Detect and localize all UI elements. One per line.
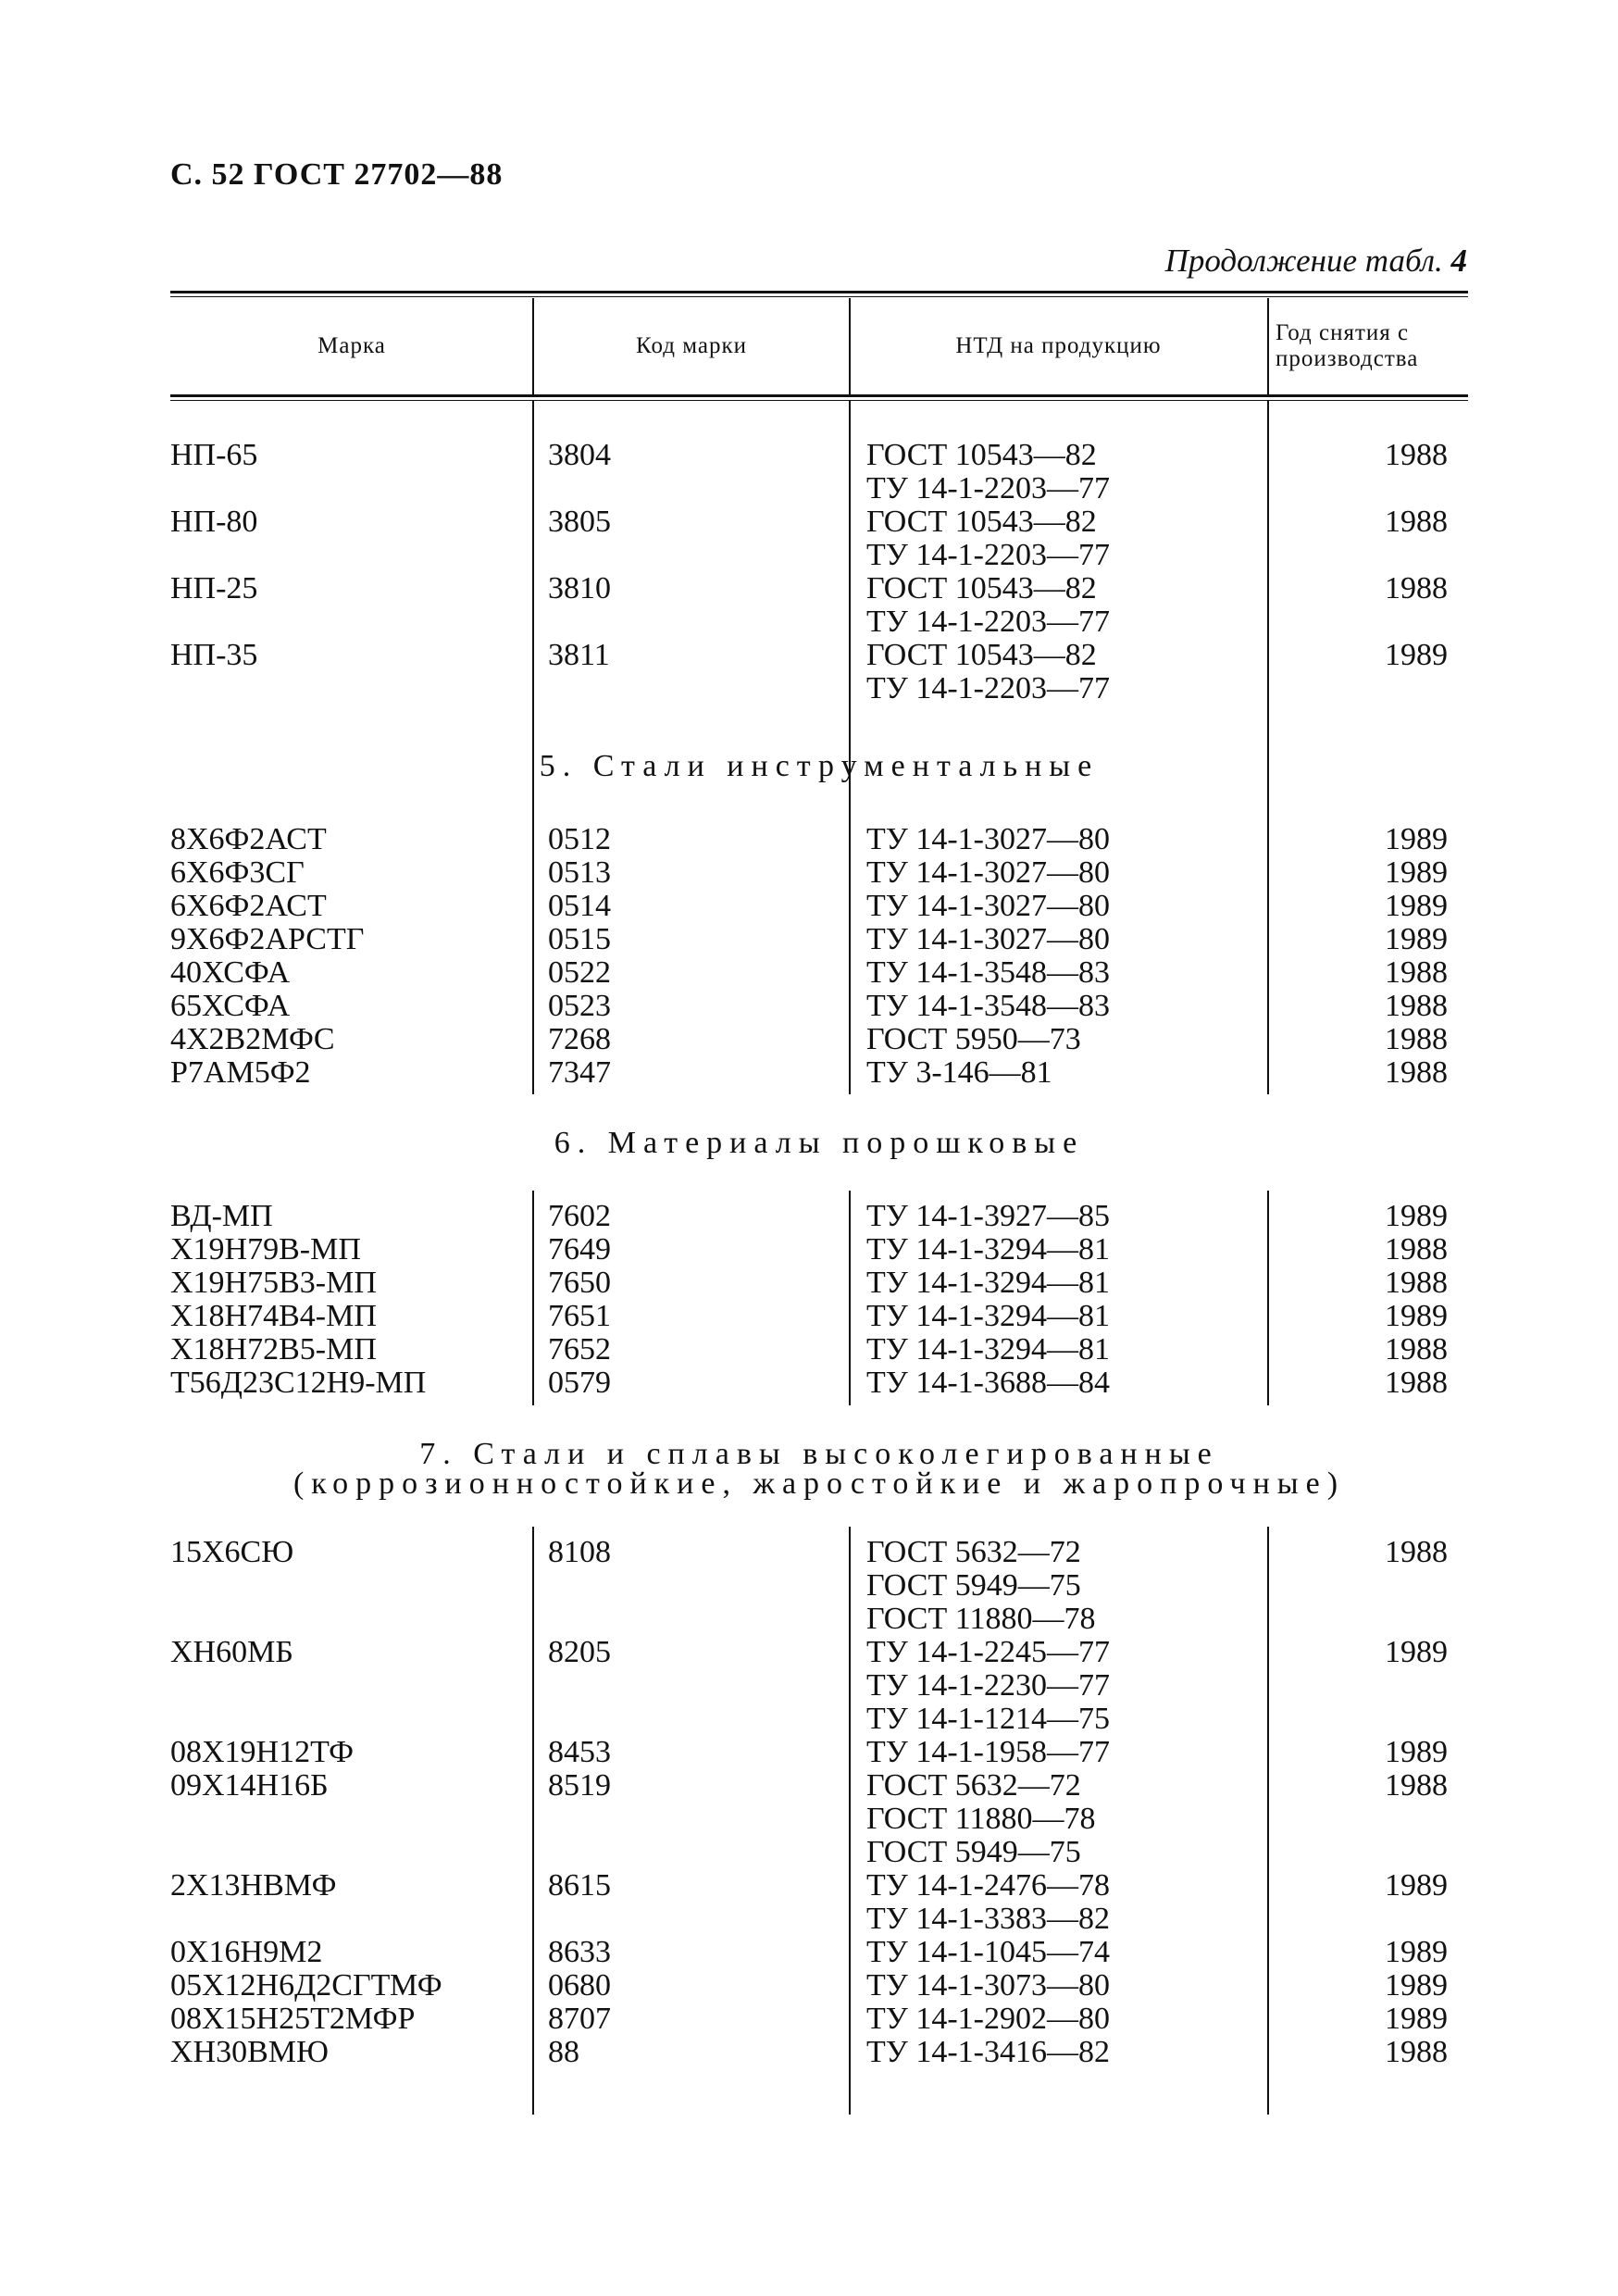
column-divider [532, 814, 534, 1094]
grade-mark: НП-25 [170, 571, 258, 605]
grade-mark: 08Х19Н12ТФ [170, 1735, 354, 1769]
column-divider [849, 1191, 851, 1405]
ntd-document: ТУ 14-1-2203—77 [866, 605, 1110, 639]
ntd-document: ТУ 14-1-2203—77 [866, 471, 1110, 505]
ntd-document: ГОСТ 11880—78 [866, 1802, 1096, 1836]
grade-mark: 8Х6Ф2АСТ [170, 822, 327, 856]
withdrawal-year: 1989 [1385, 822, 1448, 856]
header-bottom-rule-thin [170, 400, 1468, 401]
withdrawal-year: 1989 [1385, 1635, 1448, 1669]
ntd-document: ТУ 3-146—81 [866, 1055, 1052, 1090]
ntd-document: ТУ 14-1-3688—84 [866, 1366, 1110, 1400]
grade-code: 7268 [548, 1022, 611, 1056]
column-divider [849, 1527, 851, 2115]
ntd-document: ТУ 14-1-3027—80 [866, 922, 1110, 956]
grade-code: 8615 [548, 1868, 611, 1903]
column-header-year: Год снятия с производства [1276, 320, 1419, 371]
grade-mark: ВД-МП [170, 1199, 273, 1233]
grade-code: 8519 [548, 1768, 611, 1803]
ntd-document: ТУ 14-1-3027—80 [866, 889, 1110, 923]
ntd-document: ГОСТ 10543—82 [866, 438, 1097, 472]
grade-mark: НП-65 [170, 438, 258, 472]
column-header-mark: Марка [317, 333, 386, 358]
withdrawal-year: 1988 [1385, 1266, 1448, 1300]
ntd-document: ГОСТ 11880—78 [866, 1602, 1096, 1636]
grade-code: 0680 [548, 1968, 611, 2003]
withdrawal-year: 1988 [1385, 955, 1448, 990]
table-top-rule [170, 291, 1468, 293]
grade-code: 0515 [548, 922, 611, 956]
column-divider [1267, 814, 1269, 1094]
ntd-document: ГОСТ 10543—82 [866, 571, 1097, 605]
withdrawal-year: 1988 [1385, 1768, 1448, 1803]
withdrawal-year: 1988 [1385, 1022, 1448, 1056]
grade-mark: Х18Н72В5-МП [170, 1332, 377, 1366]
ntd-document: ТУ 14-1-2203—77 [866, 538, 1110, 572]
ntd-document: ТУ 14-1-1958—77 [866, 1735, 1110, 1769]
grade-code: 0522 [548, 955, 611, 990]
ntd-document: ТУ 14-1-3548—83 [866, 955, 1110, 990]
ntd-document: ГОСТ 5949—75 [866, 1568, 1081, 1603]
withdrawal-year: 1989 [1385, 638, 1448, 672]
grade-code: 88 [548, 2035, 579, 2069]
grade-mark: 09Х14Н16Б [170, 1768, 329, 1803]
ntd-document: ГОСТ 5632—72 [866, 1535, 1081, 1569]
grade-code: 7650 [548, 1266, 611, 1300]
column-header-ntd: НТД на продукцию [955, 333, 1162, 358]
ntd-document: ТУ 14-1-3294—81 [866, 1232, 1110, 1267]
withdrawal-year: 1989 [1385, 1968, 1448, 2003]
section-title: 6. Материалы порошковые [554, 1126, 1085, 1160]
withdrawal-year: 1989 [1385, 2002, 1448, 2036]
withdrawal-year: 1989 [1385, 1735, 1448, 1769]
grade-mark: 6Х6Ф2АСТ [170, 889, 327, 923]
ntd-document: ТУ 14-1-1045—74 [866, 1935, 1110, 1969]
withdrawal-year: 1989 [1385, 922, 1448, 956]
section-title: (коррозионностойкие, жаростойкие и жаропрочные) [292, 1466, 1346, 1501]
withdrawal-year: 1989 [1385, 1299, 1448, 1333]
column-divider [532, 1191, 534, 1405]
grade-mark: ХН60МБ [170, 1635, 293, 1669]
ntd-document: ТУ 14-1-2902—80 [866, 2002, 1110, 2036]
grade-code: 0514 [548, 889, 611, 923]
grade-mark: 4Х2В2МФС [170, 1022, 335, 1056]
grade-code: 7602 [548, 1199, 611, 1233]
ntd-document: ТУ 14-1-2230—77 [866, 1668, 1110, 1703]
ntd-document: ТУ 14-1-3027—80 [866, 822, 1110, 856]
grade-code: 8453 [548, 1735, 611, 1769]
withdrawal-year: 1989 [1385, 889, 1448, 923]
grade-mark: Х19Н79В-МП [170, 1232, 361, 1267]
ntd-document: ТУ 14-1-2476—78 [866, 1868, 1110, 1903]
grade-code: 8108 [548, 1535, 611, 1569]
withdrawal-year: 1988 [1385, 505, 1448, 539]
grade-mark: НП-35 [170, 638, 258, 672]
withdrawal-year: 1989 [1385, 1199, 1448, 1233]
ntd-document: ТУ 14-1-3416—82 [866, 2035, 1110, 2069]
ntd-document: ТУ 14-1-3294—81 [866, 1266, 1110, 1300]
grade-mark: 0Х16Н9М2 [170, 1935, 323, 1969]
grade-code: 8633 [548, 1935, 611, 1969]
column-divider [532, 1527, 534, 2115]
withdrawal-year: 1989 [1385, 1935, 1448, 1969]
grade-mark: Т56Д23С12Н9-МП [170, 1366, 427, 1400]
section-title: 7. Стали и сплавы высоколегированные [419, 1437, 1219, 1471]
withdrawal-year: 1988 [1385, 1366, 1448, 1400]
header-divider [532, 298, 534, 394]
grade-mark: 40ХСФА [170, 955, 291, 990]
grade-code: 7347 [548, 1055, 611, 1090]
withdrawal-year: 1989 [1385, 1868, 1448, 1903]
grade-code: 0512 [548, 822, 611, 856]
withdrawal-year: 1988 [1385, 1535, 1448, 1569]
header-bottom-rule [170, 394, 1468, 397]
header-divider [849, 298, 851, 394]
ntd-document: ТУ 14-1-3294—81 [866, 1299, 1110, 1333]
section-title: 5. Стали инструментальные [539, 749, 1100, 783]
ntd-document: ТУ 14-1-3294—81 [866, 1332, 1110, 1366]
grade-mark: Х18Н74В4-МП [170, 1299, 377, 1333]
withdrawal-year: 1988 [1385, 2035, 1448, 2069]
grade-code: 7652 [548, 1332, 611, 1366]
grade-code: 8205 [548, 1635, 611, 1669]
withdrawal-year: 1988 [1385, 438, 1448, 472]
grade-mark: 2Х13НВМФ [170, 1868, 337, 1903]
grade-mark: 9Х6Ф2АРСТГ [170, 922, 365, 956]
header-divider [1267, 298, 1269, 394]
ntd-document: ГОСТ 5949—75 [866, 1835, 1081, 1869]
grade-code: 0579 [548, 1366, 611, 1400]
grade-mark: 05Х12Н6Д2СГТМФ [170, 1968, 442, 2003]
ntd-document: ТУ 14-1-3548—83 [866, 989, 1110, 1023]
grade-code: 7651 [548, 1299, 611, 1333]
page-header: С. 52 ГОСТ 27702—88 [170, 157, 504, 192]
grade-code: 8707 [548, 2002, 611, 2036]
table-continuation-label [1064, 243, 1467, 280]
grade-code: 3811 [548, 638, 610, 672]
grade-mark: 15Х6СЮ [170, 1535, 294, 1569]
grade-code: 3805 [548, 505, 611, 539]
grade-code: 0513 [548, 855, 611, 890]
withdrawal-year: 1988 [1385, 571, 1448, 605]
column-divider [849, 814, 851, 1094]
grade-mark: 08Х15Н25Т2МФР [170, 2002, 416, 2036]
withdrawal-year: 1988 [1385, 1332, 1448, 1366]
grade-mark: НП-80 [170, 505, 258, 539]
grade-code: 7649 [548, 1232, 611, 1267]
ntd-document: ТУ 14-1-3073—80 [866, 1968, 1110, 2003]
column-header-code: Код марки [636, 333, 747, 358]
ntd-document: ГОСТ 10543—82 [866, 505, 1097, 539]
grade-code: 0523 [548, 989, 611, 1023]
grade-mark: 65ХСФА [170, 989, 291, 1023]
grade-code: 3804 [548, 438, 611, 472]
withdrawal-year: 1988 [1385, 1055, 1448, 1090]
column-divider [1267, 1527, 1269, 2115]
grade-mark: Р7АМ5Ф2 [170, 1055, 311, 1090]
table-top-rule-thin [170, 296, 1468, 297]
ntd-document: ГОСТ 5950—73 [866, 1022, 1081, 1056]
ntd-document: ТУ 14-1-3927—85 [866, 1199, 1110, 1233]
withdrawal-year: 1988 [1385, 1232, 1448, 1267]
ntd-document: ТУ 14-1-2203—77 [866, 671, 1110, 705]
grade-mark: ХН30ВМЮ [170, 2035, 329, 2069]
ntd-document: ТУ 14-1-1214—75 [866, 1702, 1110, 1736]
withdrawal-year: 1988 [1385, 989, 1448, 1023]
grade-code: 3810 [548, 571, 611, 605]
grade-mark: Х19Н75В3-МП [170, 1266, 377, 1300]
column-divider [1267, 1191, 1269, 1405]
grade-mark: 6Х6Ф3СГ [170, 855, 305, 890]
withdrawal-year: 1989 [1385, 855, 1448, 890]
table-number: 4 [1450, 243, 1467, 279]
ntd-document: ТУ 14-1-3383—82 [866, 1902, 1110, 1936]
ntd-document: ГОСТ 5632—72 [866, 1768, 1081, 1803]
continuation-text: Продолжение табл. [1164, 243, 1443, 279]
ntd-document: ТУ 14-1-2245—77 [866, 1635, 1110, 1669]
ntd-document: ГОСТ 10543—82 [866, 638, 1097, 672]
ntd-document: ТУ 14-1-3027—80 [866, 855, 1110, 890]
